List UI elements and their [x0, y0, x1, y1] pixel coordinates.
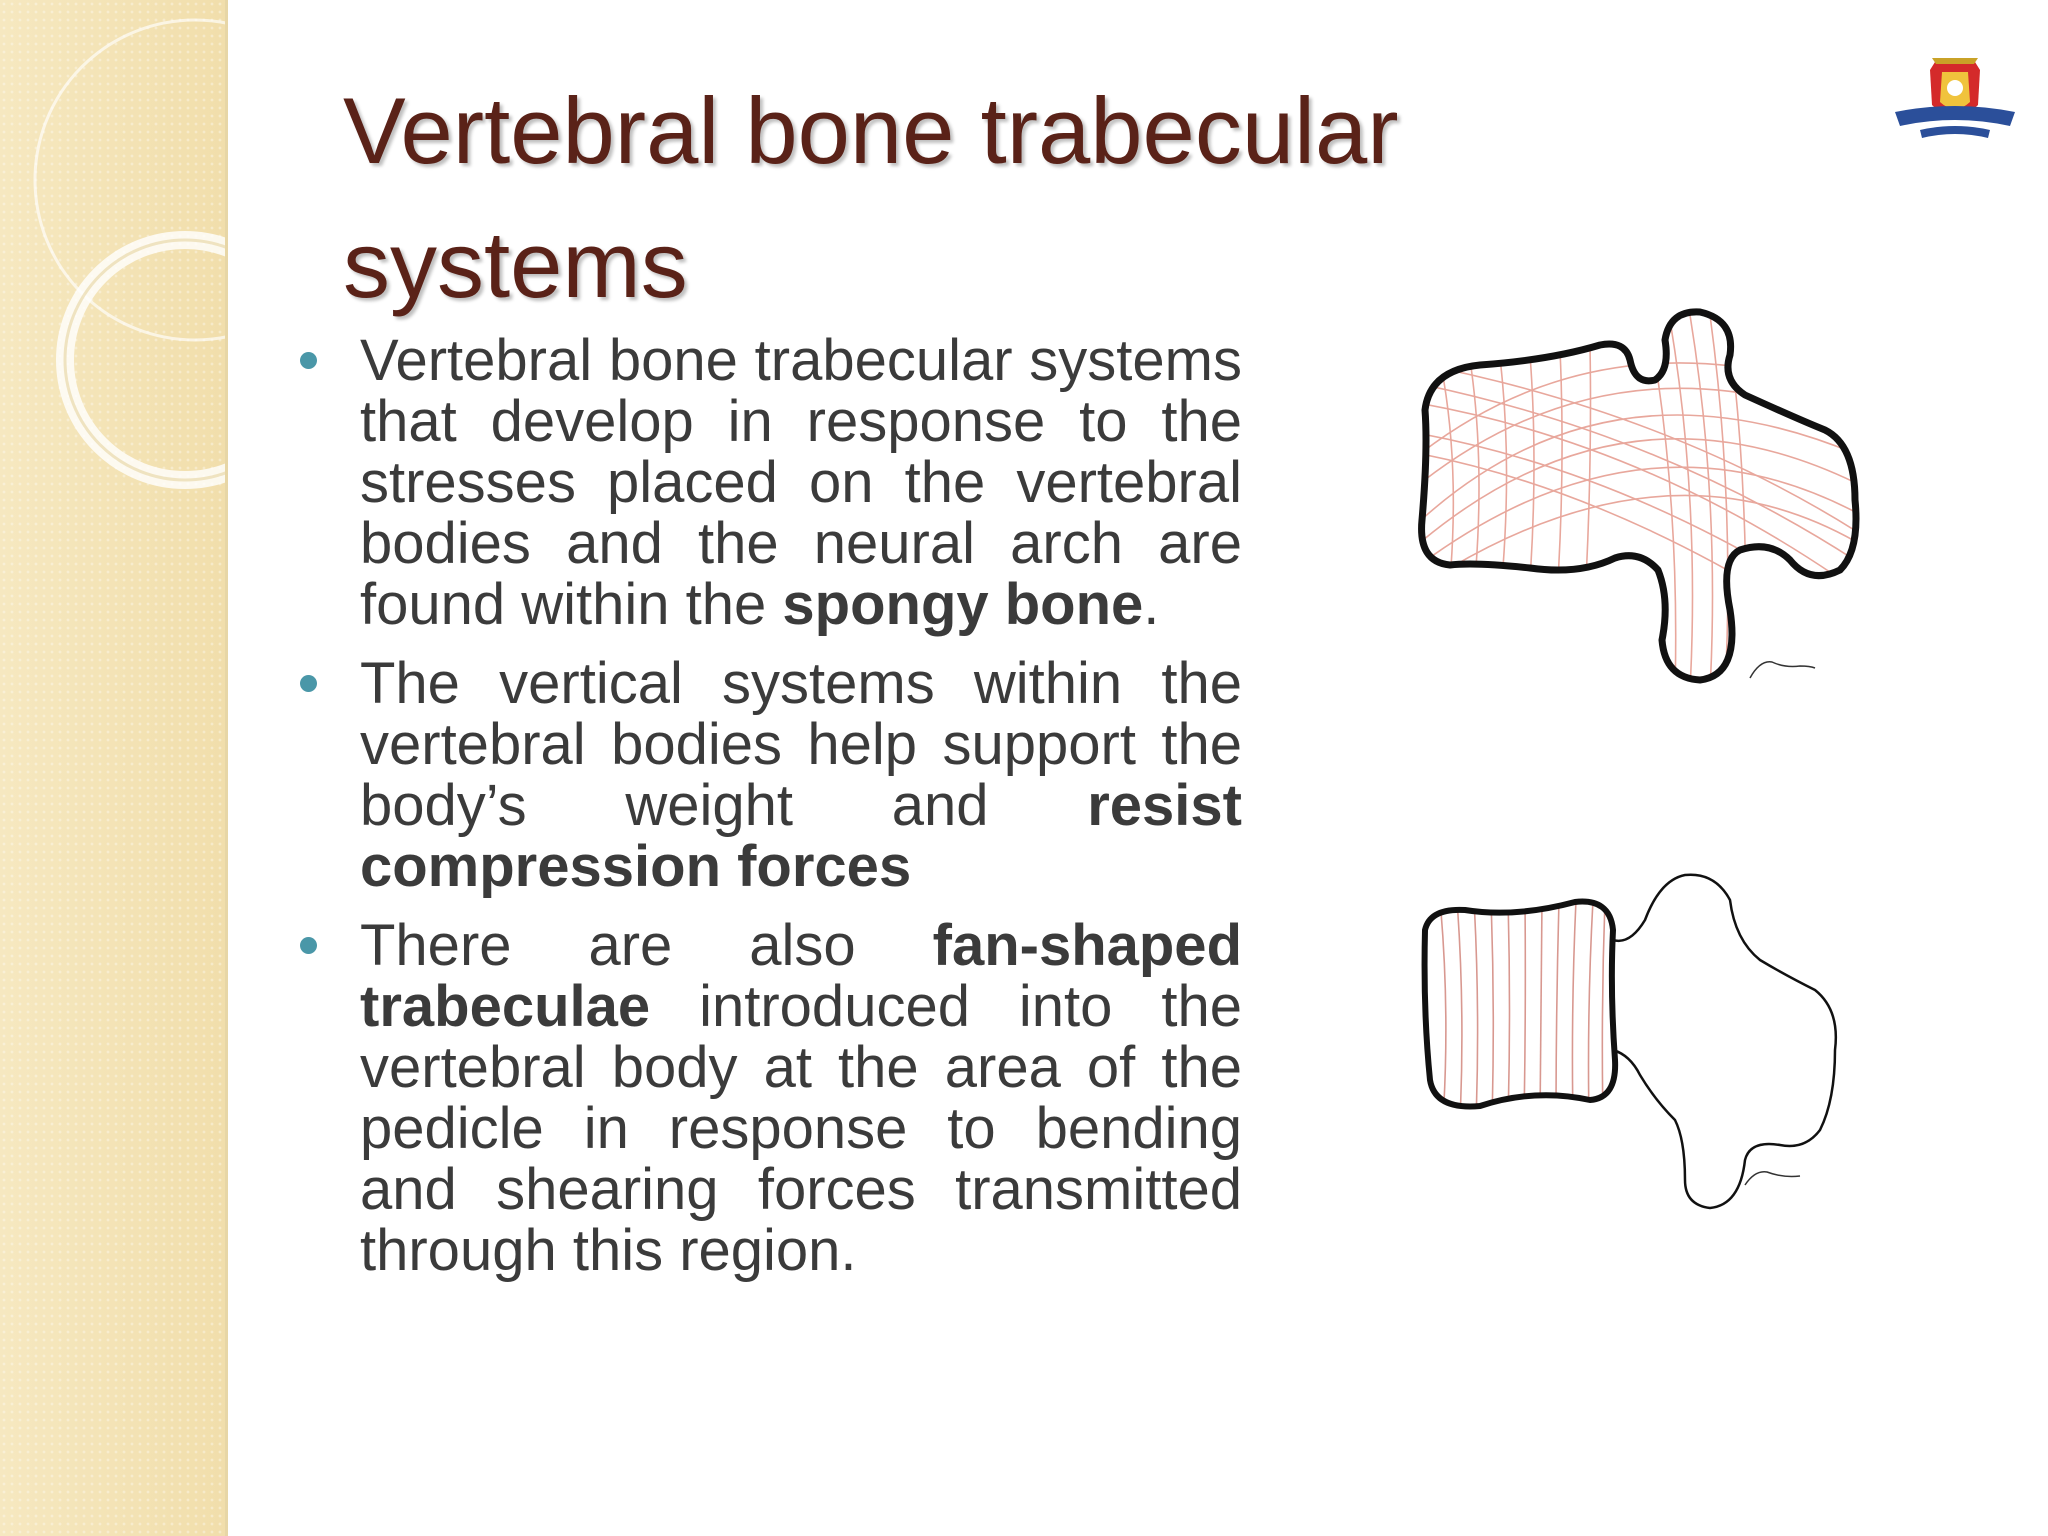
decorative-rings — [0, 0, 228, 520]
vertical-trabecular-lines — [1440, 900, 1605, 1120]
bullet-dot-icon — [300, 937, 317, 954]
bullet-text: . — [1143, 572, 1160, 637]
decorative-side-band — [0, 0, 228, 1536]
signature-mark — [1745, 1172, 1800, 1185]
vertebra-trabecular-crossing-diagram-icon — [1400, 300, 1880, 690]
bullet-list — [292, 330, 1242, 1299]
institution-crest-logo-icon — [1890, 50, 2020, 150]
bullet-item-3 — [292, 915, 1242, 1281]
bullet-text: introduced into the vertebral body at the area of the pedicle in response to bending and shearing forces transmitted through this region. — [360, 974, 1242, 1283]
bullet-item-1 — [292, 330, 1242, 635]
bullet-text: There are also — [360, 913, 933, 978]
bullet-item-2 — [292, 653, 1242, 897]
bullet-dot-icon — [300, 352, 317, 369]
bullet-bold-text: spongy bone — [782, 572, 1144, 637]
bullet-text: Vertebral bone trabecular systems that develop in response to the stresses placed on the vertebral bodies and the neural arch are found within the — [360, 328, 1242, 637]
bullet-bold-text: resist compression forces — [360, 773, 1242, 899]
vertebra-vertical-trabeculae-diagram-icon — [1405, 860, 1885, 1220]
slide-title: Vertebral bone trabecular systems — [343, 78, 1399, 317]
signature-mark — [1750, 662, 1815, 678]
bullet-dot-icon — [300, 675, 317, 692]
bullet-text: The vertical systems within the vertebral bodies help support the body’s weight and — [360, 651, 1242, 838]
bullet-bold-text: fan-shaped trabeculae — [360, 913, 1242, 1039]
